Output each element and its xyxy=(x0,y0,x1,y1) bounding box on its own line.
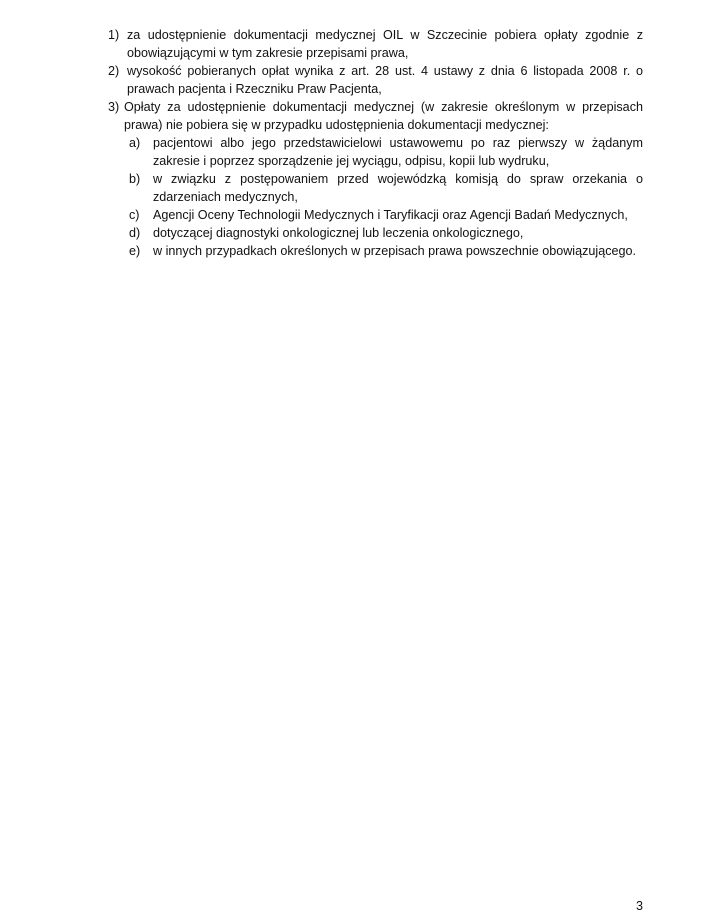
sublist-item-c xyxy=(108,206,643,224)
sublist-item-e xyxy=(108,242,643,260)
sublist-item-b xyxy=(108,170,643,206)
list-item-3 xyxy=(108,98,643,134)
sublist-item-a xyxy=(108,134,643,170)
sublist-marker: a) xyxy=(129,136,141,150)
list-item-2 xyxy=(108,62,643,98)
list-marker: 2) xyxy=(108,64,120,78)
sublist-item-d xyxy=(108,224,643,242)
sublist-marker: d) xyxy=(129,226,141,240)
exemptions-sublist xyxy=(108,134,643,260)
list-marker: 3) xyxy=(108,100,120,114)
sublist-item-text: w innych przypadkach określonych w przepisach prawa powszechnie obowiązującego. xyxy=(153,244,637,258)
sublist-item-text: pacjentowi albo jego przedstawicielowi ustawowemu po raz pierwszy w żądanym zakresie i poprzez sporządzenie jej wyciągu, odpisu, kopii lub wydruku, xyxy=(153,136,643,168)
sublist-item-text: w związku z postępowaniem przed wojewódzką komisją do spraw orzekania o zdarzeniach medycznych, xyxy=(153,172,643,204)
sublist-marker: c) xyxy=(129,208,140,222)
sublist-item-text: Agencji Oceny Technologii Medycznych i Taryfikacji oraz Agencji Badań Medycznych, xyxy=(153,208,628,222)
list-item-1 xyxy=(108,26,643,62)
sublist-marker: e) xyxy=(129,244,141,258)
sublist-marker: b) xyxy=(129,172,141,186)
list-item-text: wysokość pobieranych opłat wynika z art. 28 ust. 4 ustawy z dnia 6 listopada 2008 r. o prawach pacjenta i Rzeczniku Praw Pacjenta, xyxy=(127,64,643,96)
sublist-item-text: dotyczącej diagnostyki onkologicznej lub leczenia onkologicznego, xyxy=(153,226,524,240)
fee-rules-list xyxy=(108,26,643,260)
list-item-text: za udostępnienie dokumentacji medycznej OIL w Szczecinie pobiera opłaty zgodnie z obowiązującymi w tym zakresie przepisami prawa, xyxy=(127,28,643,60)
list-marker: 1) xyxy=(108,28,120,42)
list-item-text: Opłaty za udostępnienie dokumentacji medycznej (w zakresie określonym w przepisach prawa) nie pobiera się w przypadku udostępnienia dokumentacji medycznej: xyxy=(124,100,643,132)
page-number: 3 xyxy=(635,899,643,913)
